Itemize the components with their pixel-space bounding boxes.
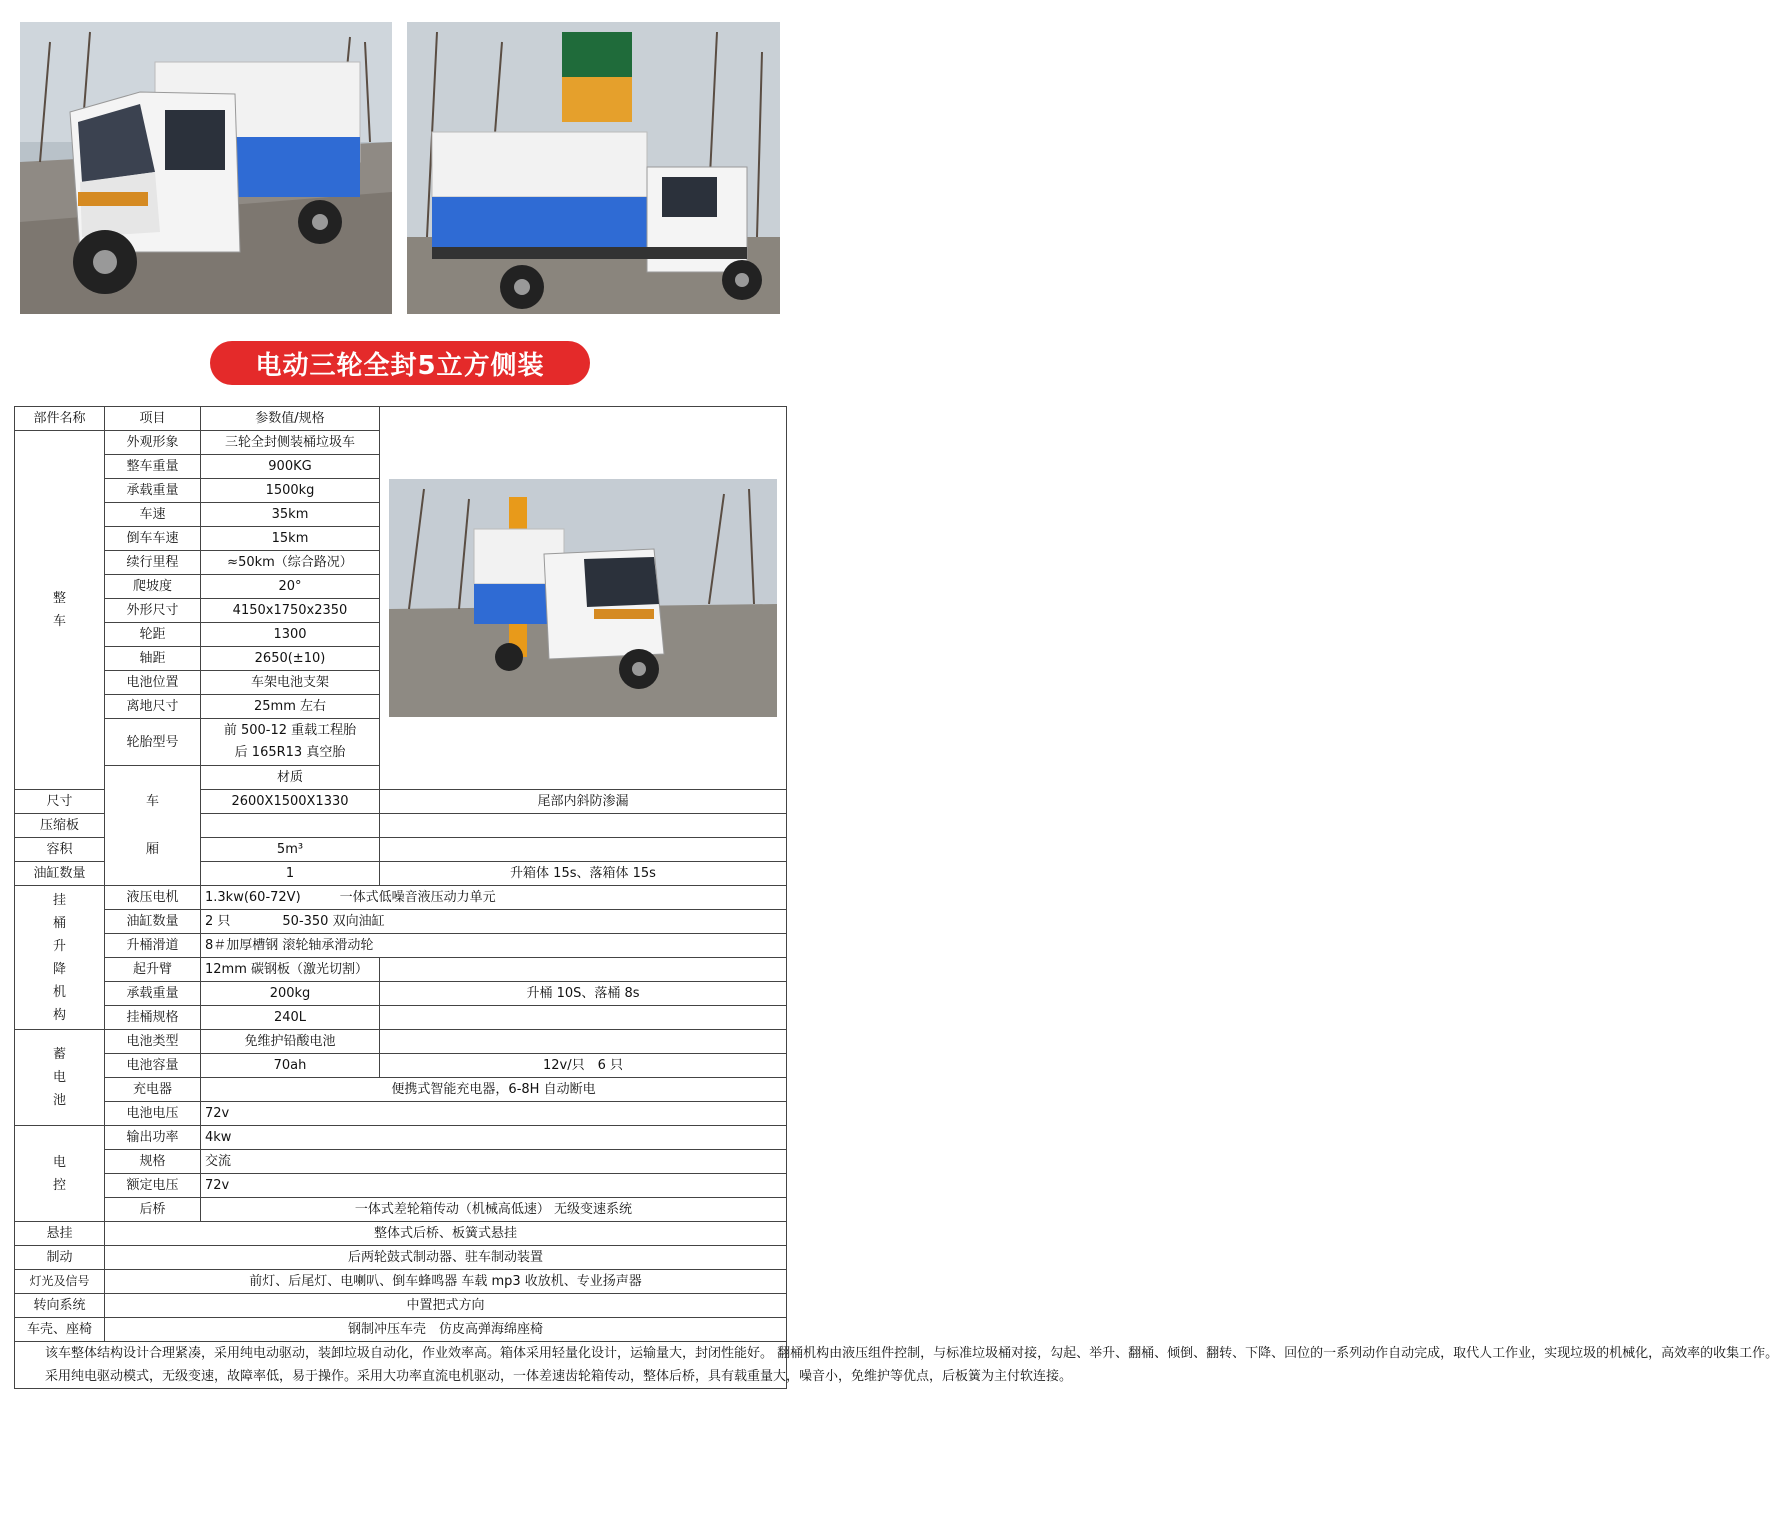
tire-front: 前 500-12 重载工程胎 — [223, 723, 357, 738]
table-header-row — [15, 407, 787, 431]
cell-extra — [380, 1006, 787, 1030]
cell-value: 前灯、后尾灯、电喇叭、倒车蜂鸣器 车载 mp3 收放机、专业扬声器 — [105, 1270, 787, 1294]
cell-key: 承载重量 — [105, 479, 201, 503]
cell-value: 三轮全封侧装桶垃圾车 — [201, 431, 380, 455]
cell-key: 爬坡度 — [105, 575, 201, 599]
description — [15, 1342, 1778, 1389]
truck-photo-front — [20, 22, 392, 314]
cell-extra — [380, 838, 787, 862]
cell-value — [201, 719, 380, 766]
cell-key: 轴距 — [105, 647, 201, 671]
cell-value: 2 只 50-350 双向油缸 — [201, 910, 787, 934]
cell-key: 外形尺寸 — [105, 599, 201, 623]
group-vehicle: 整车 — [15, 431, 105, 790]
cell-key: 充电器 — [105, 1078, 201, 1102]
cell-value: 一体式差轮箱传动（机械高低速） 无级变速系统 — [201, 1198, 787, 1222]
cell-value: 中置把式方向 — [105, 1294, 787, 1318]
cell-extra — [380, 1030, 787, 1054]
description-paragraph: 采用纯电驱动模式，无级变速，故障率低，易于操作。采用大功率直流电机驱动，一体差速齿轮箱传动，整体后桥，具有载重量大，噪音小，免维护等优点，后板簧为主付软连接。 — [45, 1369, 1073, 1384]
cell-value: 72v — [201, 1102, 787, 1126]
cell-extra — [380, 814, 787, 838]
cell-value: 8＃加厚槽钢 滚轮轴承滑动轮 — [201, 934, 787, 958]
cell-key: 悬挂 — [15, 1222, 105, 1246]
cell-key: 电池容量 — [105, 1054, 201, 1078]
cell-value: 后两轮鼓式制动器、驻车制动装置 — [105, 1246, 787, 1270]
cell-key: 油缸数量 — [105, 910, 201, 934]
cell-key: 挂桶规格 — [105, 1006, 201, 1030]
cell-key: 制动 — [15, 1246, 105, 1270]
cell-value: 1 — [201, 862, 380, 886]
cell-key: 升桶滑道 — [105, 934, 201, 958]
group-battery: 蓄电池 — [15, 1030, 105, 1126]
cell-extra: 升桶 10S、落桶 8s — [380, 982, 787, 1006]
description-paragraph: 该车整体结构设计合理紧凑，采用纯电动驱动，装卸垃圾自动化，作业效率高。箱体采用轻量化设计，运输量大，封闭性能好。 翻桶机构由液压组件控制，与标准垃圾桶对接，勾起、举升、翻桶、倾倒、翻转、下降、回位的一系列动作自动完成，取代人工作业，实现垃圾的机械化，高效率的收集工作。 — [45, 1346, 1778, 1361]
cell-value: 1.3kw(60-72V) 一体式低噪音液压动力单元 — [201, 886, 787, 910]
header-value: 参数值/规格 — [201, 407, 380, 431]
cell-value: 钢制冲压车壳 仿皮高弹海绵座椅 — [105, 1318, 787, 1342]
cell-value: 1500kg — [201, 479, 380, 503]
cell-key: 倒车车速 — [105, 527, 201, 551]
cell-value: 2650(±10) — [201, 647, 380, 671]
cell-value: 5m³ — [201, 838, 380, 862]
cell-key: 外观形象 — [105, 431, 201, 455]
cell-key: 离地尺寸 — [105, 695, 201, 719]
cell-value: 200kg — [201, 982, 380, 1006]
cell-value: 20° — [201, 575, 380, 599]
cell-value: 12mm 碳钢板（激光切割） — [201, 958, 380, 982]
group-control: 电控 — [15, 1126, 105, 1222]
cell-key: 车速 — [105, 503, 201, 527]
cell-key: 油缸数量 — [15, 862, 105, 886]
cell-key: 承载重量 — [105, 982, 201, 1006]
cell-value: 70ah — [201, 1054, 380, 1078]
group-body: 车厢 — [105, 766, 201, 886]
cell-value: 4kw — [201, 1126, 787, 1150]
cell-key: 后桥 — [105, 1198, 201, 1222]
cell-key: 起升臂 — [105, 958, 201, 982]
cell-key: 电池类型 — [105, 1030, 201, 1054]
photo-cell — [380, 407, 787, 790]
cell-key: 电池电压 — [105, 1102, 201, 1126]
cell-value: 交流 — [201, 1150, 787, 1174]
cell-value: 35km — [201, 503, 380, 527]
cell-key: 额定电压 — [105, 1174, 201, 1198]
cell-value: 车架电池支架 — [201, 671, 380, 695]
cell-value: 便携式智能充电器，6-8H 自动断电 — [201, 1078, 787, 1102]
cell-extra: 尾部内斜防渗漏 — [380, 790, 787, 814]
cell-key: 压缩板 — [15, 814, 105, 838]
group-lift: 挂桶升降机构 — [15, 886, 105, 1030]
cell-value: ≈50km（综合路况） — [201, 551, 380, 575]
cell-value: 240L — [201, 1006, 380, 1030]
tire-rear: 后 165R13 真空胎 — [234, 745, 346, 760]
cell-key: 容积 — [15, 838, 105, 862]
cell-extra — [380, 958, 787, 982]
header-item: 项目 — [105, 407, 201, 431]
cell-value: 2600X1500X1330 — [201, 790, 380, 814]
cell-value: 免维护铅酸电池 — [201, 1030, 380, 1054]
cell-key: 轮胎型号 — [105, 719, 201, 766]
cell-key: 规格 — [105, 1150, 201, 1174]
cell-value: 900KG — [201, 455, 380, 479]
cell-key: 输出功率 — [105, 1126, 201, 1150]
cell-extra: 升箱体 15s、落箱体 15s — [380, 862, 787, 886]
cell-value: 25mm 左右 — [201, 695, 380, 719]
cell-value — [201, 814, 380, 838]
cell-key: 尺寸 — [15, 790, 105, 814]
truck-photo-side — [407, 22, 780, 314]
cell-value: 72v — [201, 1174, 787, 1198]
cell-key: 续行里程 — [105, 551, 201, 575]
cell-key: 轮距 — [105, 623, 201, 647]
truck-photo-spec — [389, 479, 777, 717]
cell-key: 车壳、座椅 — [15, 1318, 105, 1342]
header-part: 部件名称 — [15, 407, 105, 431]
cell-key: 电池位置 — [105, 671, 201, 695]
page-title: 电动三轮全封5立方侧装 — [210, 341, 590, 385]
cell-key: 灯光及信号 — [15, 1270, 105, 1294]
cell-key: 材质 — [201, 766, 380, 790]
cell-key: 整车重量 — [105, 455, 201, 479]
spec-table — [14, 406, 1778, 1389]
cell-value: 1300 — [201, 623, 380, 647]
cell-key: 液压电机 — [105, 886, 201, 910]
cell-value: 4150x1750x2350 — [201, 599, 380, 623]
cell-extra: 12v/只 6 只 — [380, 1054, 787, 1078]
cell-value: 15km — [201, 527, 380, 551]
cell-key: 转向系统 — [15, 1294, 105, 1318]
cell-value: 整体式后桥、板簧式悬挂 — [105, 1222, 787, 1246]
